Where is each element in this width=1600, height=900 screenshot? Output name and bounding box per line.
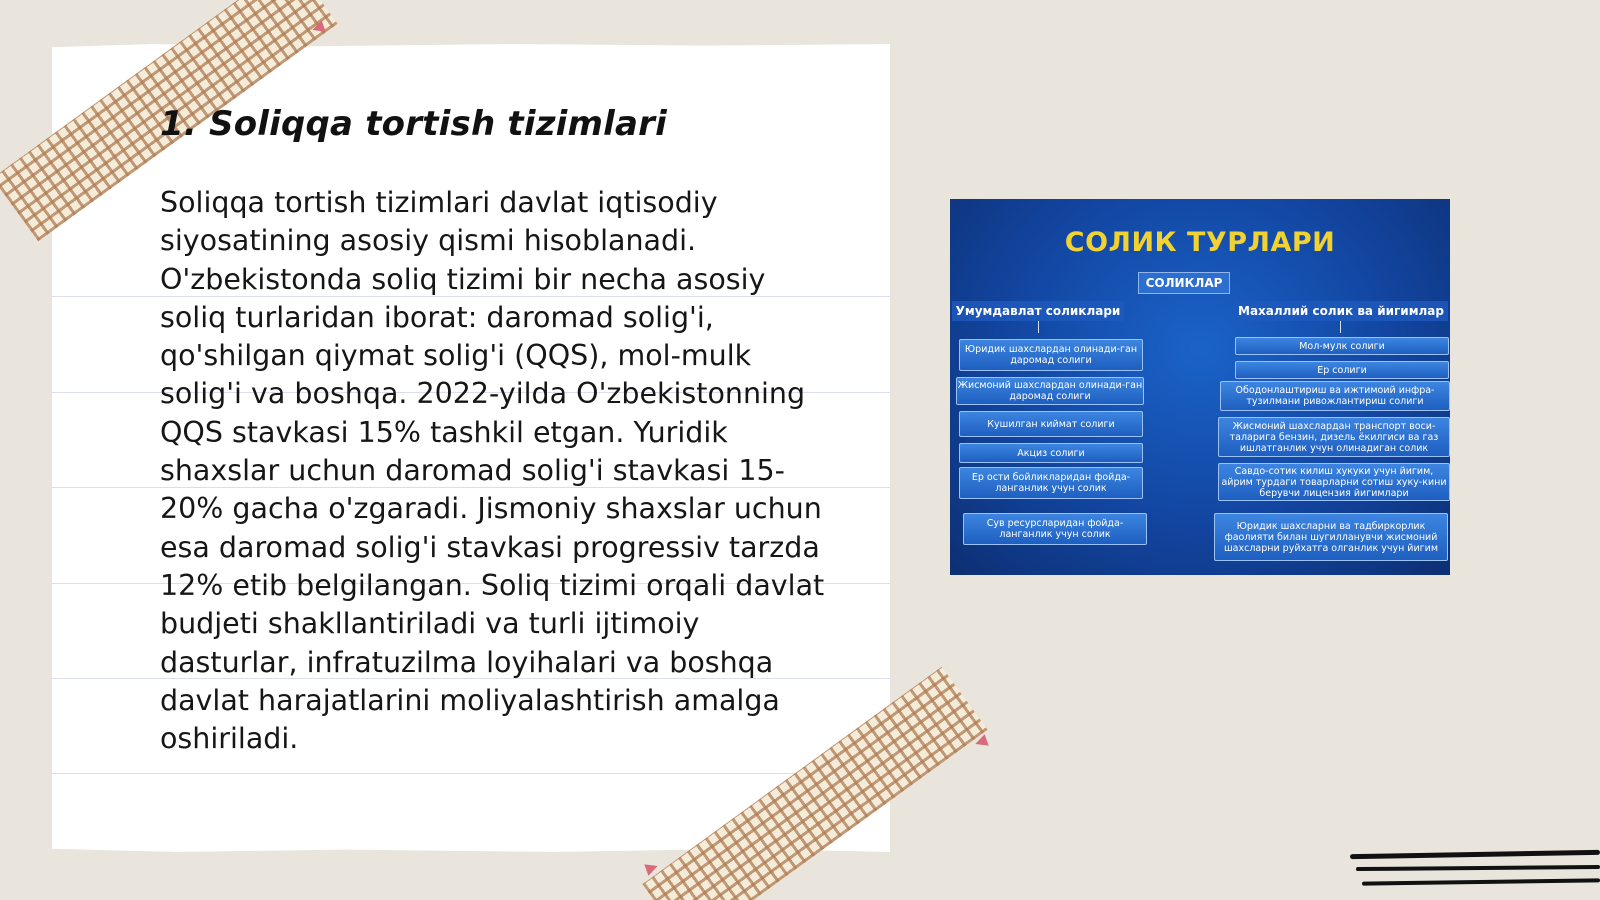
diagram-right-item: Савдо-сотик килиш хукуки учун йигим, айрим турдаги товарларни сотиш хуку-кини берувчи лицензия йигимлари bbox=[1218, 463, 1450, 501]
brush-stroke-decoration bbox=[1350, 850, 1600, 859]
paper-rule-line bbox=[52, 773, 890, 774]
diagram-left-heading: Умумдавлат соликлари bbox=[952, 301, 1124, 321]
diagram-right-item: Мол-мулк солиги bbox=[1235, 337, 1449, 355]
diagram-right-item: Ободонлаштириш ва ижтимоий инфра-тузилмани ривожлантириш солиги bbox=[1220, 381, 1450, 411]
diagram-right-item: Ер солиги bbox=[1235, 361, 1449, 379]
diagram-connector bbox=[1340, 321, 1341, 333]
tape-tip-decoration bbox=[973, 734, 988, 749]
slide-title: 1. Soliqqa tortish tizimlari bbox=[160, 104, 667, 144]
diagram-left-item: Ер ости бойликларидан фойда-ланганлик учун солик bbox=[959, 467, 1143, 499]
brush-stroke-decoration bbox=[1356, 865, 1600, 871]
diagram-connector bbox=[1038, 321, 1039, 333]
diagram-left-item: Сув ресурсларидан фойда-ланганлик учун солик bbox=[963, 513, 1147, 545]
diagram-right-item: Юридик шахсларни ва тадбиркорлик фаолияти билан шугилланувчи жисмоний шахсларни руйхатга олганлик учун йигим bbox=[1214, 513, 1448, 561]
diagram-left-item: Жисмоний шахслардан олинади-ган даромад солиги bbox=[956, 377, 1144, 405]
diagram-left-item: Кушилган киймат солиги bbox=[959, 411, 1143, 437]
diagram-right-heading: Махаллий солик ва йигимлар bbox=[1234, 301, 1448, 321]
slide-body-text: Soliqqa tortish tizimlari davlat iqtisodiy siyosatining asosiy qismi hisoblanadi. O'zbekistonda soliq tizimi bir necha asosiy soliq turlaridan iborat: daromad solig'i, qo'shilgan qiymat solig'i (QQS), mol-mulk solig'i va boshqa. 2022-yilda O'zbekistonning QQS stavkasi 15% tashkil etgan. Yuridik shaxslar uchun daromad solig'i stavkasi 15-20% gacha o'zgaradi. Jismoniy shaxslar uchun esa daromad solig'i stavkasi progressiv tarzda 12% etib belgilangan. Soliq tizimi orqali davlat budjeti shakllantiriladi va turli ijtimoiy dasturlar, infratuzilma loyihalari va boshqa davlat harajatlarini moliyalashtirish amalga oshiriladi. bbox=[160, 186, 825, 756]
diagram-left-item: Акциз солиги bbox=[959, 443, 1143, 463]
diagram-root-node: СОЛИКЛАР bbox=[1138, 272, 1230, 294]
diagram-title: СОЛИК ТУРЛАРИ bbox=[1064, 227, 1336, 258]
diagram-right-item: Жисмоний шахслардан транспорт воси-таларига бензин, дизель ёкилгиси ва газ ишлатганлик учун олинадиган солик bbox=[1218, 417, 1450, 457]
tax-types-diagram-image bbox=[950, 199, 1450, 575]
brush-stroke-decoration bbox=[1362, 878, 1600, 885]
diagram-left-item: Юридик шахслардан олинади-ган даромад солиги bbox=[959, 339, 1143, 371]
